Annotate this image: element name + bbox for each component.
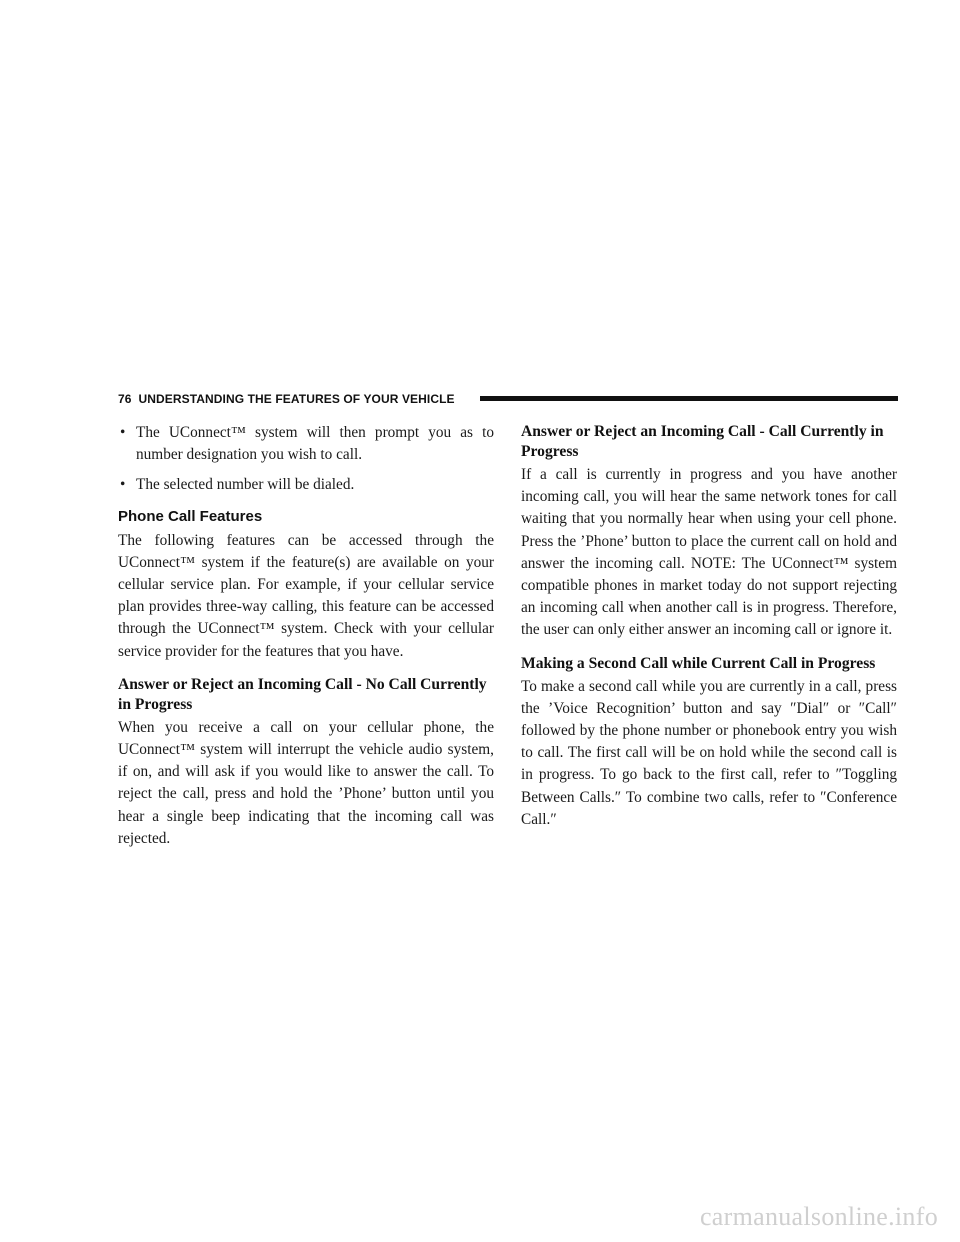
header-rule: [480, 396, 898, 401]
section-heading: Phone Call Features: [118, 507, 263, 525]
subsection-heading: Answer or Reject an Incoming Call - Call Currently in Progress: [521, 423, 884, 460]
section-paragraph: The following features can be accessed through the UConnect™ system if the feature(s) are available on your cellular service plan. For example, if your cellular service plan provides three-way calling, this feature can be accessed through the UConnect™ system. Check with your cellular service provider for the features that you have.: [118, 531, 494, 660]
bullet-text: The selected number will be dialed.: [136, 476, 355, 494]
right-column: [521, 422, 897, 843]
page-header: [118, 392, 898, 408]
bullet-item: [118, 474, 494, 496]
watermark: carmanualsonline.info: [699, 1202, 938, 1231]
subsection-heading: Making a Second Call while Current Call in Progress: [521, 654, 876, 672]
bullet-symbol: •: [120, 476, 126, 494]
bullet-text: The UConnect™ system will then prompt you as to number designation you wish to call.: [136, 424, 494, 464]
bullet-item: [118, 422, 494, 466]
header-text: [118, 392, 455, 406]
page-number: 76: [118, 392, 132, 406]
running-title: UNDERSTANDING THE FEATURES OF YOUR VEHICLE: [138, 392, 455, 406]
left-column: [118, 422, 494, 862]
subsection-paragraph: When you receive a call on your cellular phone, the UConnect™ system will interrupt the vehicle audio system, if on, and will ask if you would like to answer the call. To reject the call, press and hold the ’Phone’ button until you hear a single beep indicating that the incoming call was rejected.: [118, 718, 494, 847]
subsection-paragraph: If a call is currently in progress and you have another incoming call, you will hear the same network tones for call waiting that you normally hear when using your cell phone. Press the ’Phone’ button to place the current call on hold and answer the incoming call. NOTE: The UConnect™ system compatible phones in market today do not support rejecting an incoming call when another call is in progress. Therefore, the user can only either answer an incoming call or ignore it.: [521, 466, 897, 639]
subsection-paragraph: To make a second call while you are currently in a call, press the ’Voice Recognition’ button and say ″Dial″ or ″Call″ followed by the phone number or phonebook entry you wish to call. The first call will be on hold while the second call is in progress. To go back to the first call, refer to ″Toggling Between Calls.″ To combine two calls, refer to ″Conference Call.″: [521, 677, 897, 828]
subsection-heading: Answer or Reject an Incoming Call - No Call Currently in Progress: [118, 675, 487, 713]
bullet-symbol: •: [120, 424, 126, 441]
